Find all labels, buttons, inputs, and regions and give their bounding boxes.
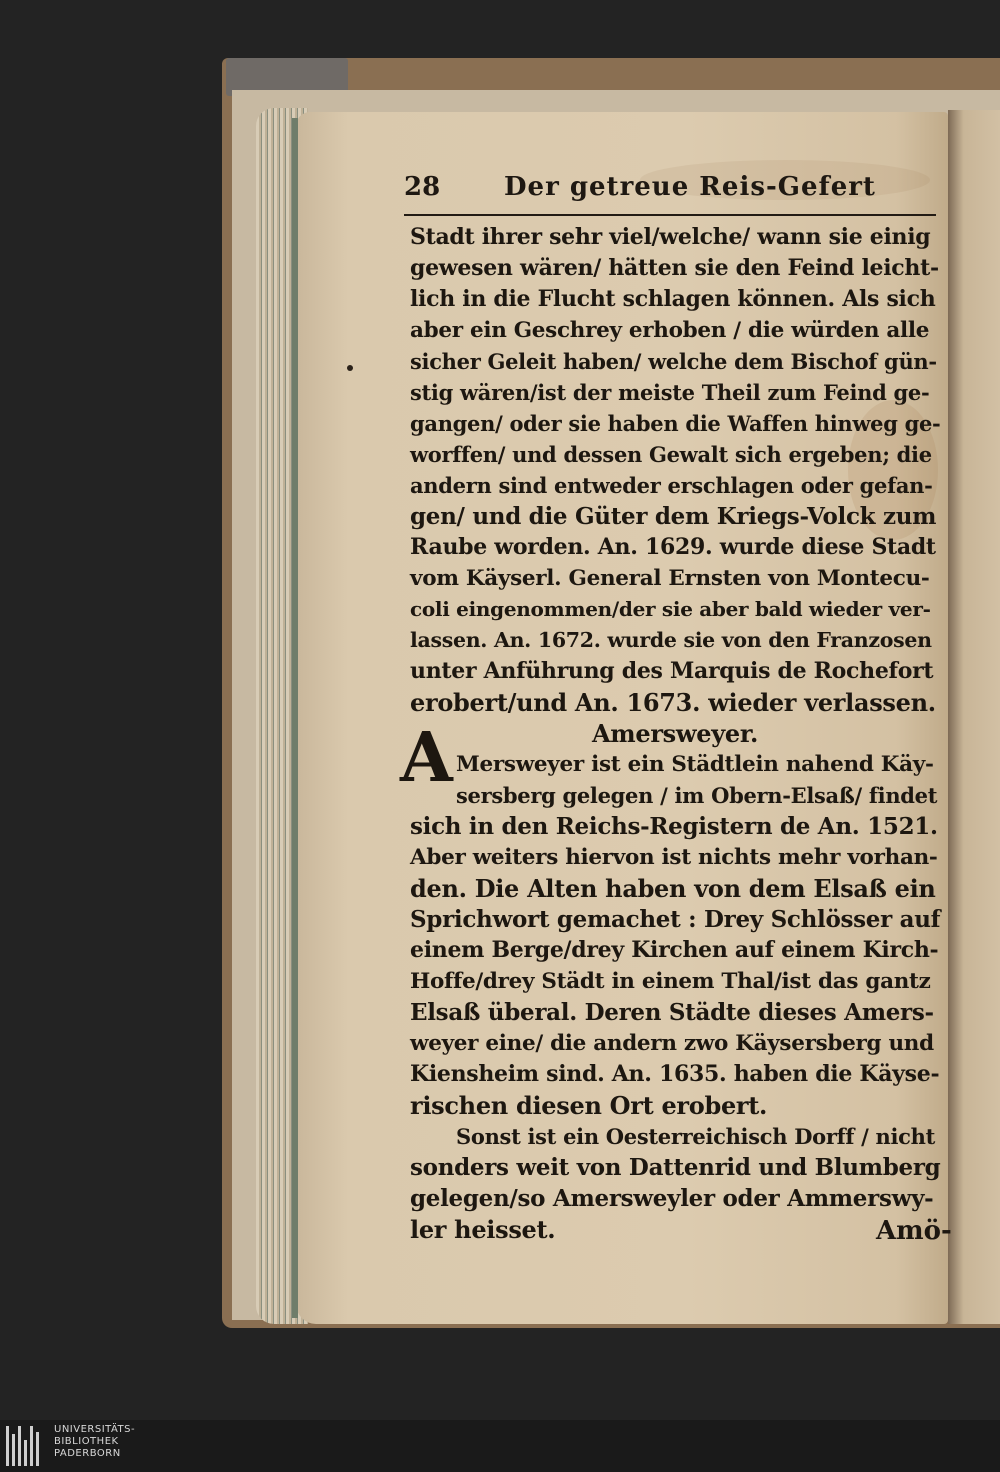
text-line: gangen/ oder sie haben die Waffen hinweg ge-: [410, 411, 941, 436]
text-line: ler heisset.: [410, 1215, 556, 1244]
text-line: gen/ und die Güter dem Kriegs-Volck zum: [410, 503, 937, 530]
text-line: einem Berge/drey Kirchen auf einem Kirch-: [410, 937, 939, 963]
text-line: Sprichwort gemachet : Drey Schlösser auf: [410, 906, 941, 933]
text-line: lassen. An. 1672. wurde sie von den Franzosen: [410, 628, 932, 652]
text-line: Stadt ihrer sehr viel/welche/ wann sie einig: [410, 224, 931, 250]
library-footer: [0, 1420, 1000, 1472]
text-line: vom Käyserl. General Ernsten von Montecu-: [410, 566, 930, 591]
library-name: [54, 1424, 135, 1460]
catchword: Amö-: [876, 1216, 952, 1246]
running-header: [404, 170, 934, 210]
text-line: weyer eine/ die andern zwo Käysersberg und: [410, 1031, 934, 1056]
text-line: Aber weiters hiervon ist nichts mehr vorhan-: [410, 845, 938, 870]
text-line: lich in die Flucht schlagen können. Als sich: [410, 286, 936, 312]
text-line: Sonst ist ein Oesterreichisch Dorff / nicht: [456, 1124, 935, 1149]
text-line: gelegen/so Amersweyler oder Ammerswy-: [410, 1185, 934, 1212]
text-line: sersberg gelegen / im Obern-Elsaß/ findet: [456, 783, 938, 808]
text-line: coli eingenommen/der sie aber bald wieder ver-: [410, 597, 931, 621]
drop-cap: A: [400, 718, 453, 798]
running-title: Der getreue Reis-Gefert: [504, 172, 876, 202]
text-line: Raube worden. An. 1629. wurde diese Stadt: [410, 534, 936, 560]
text-line: erobert/und An. 1673. wieder verlassen.: [410, 688, 936, 717]
text-line: sich in den Reichs-Registern de An. 1521.: [410, 813, 938, 840]
text-body: [410, 222, 940, 1245]
margin-mark: [347, 365, 353, 371]
text-line: Hoffe/drey Städt in einem Thal/ist das gantz: [410, 969, 931, 994]
library-name-line: UNIVERSITÄTS-: [54, 1424, 136, 1435]
header-rule: [404, 214, 936, 216]
text-line: rischen diesen Ort erobert.: [410, 1091, 768, 1120]
text-line: Mersweyer ist ein Städtlein nahend Käy-: [456, 752, 934, 777]
text-line: aber ein Geschrey erhoben / die würden alle: [410, 318, 930, 343]
library-name-line: BIBLIOTHEK: [54, 1436, 119, 1447]
text-line: gewesen wären/ hätten sie den Feind leicht-: [410, 255, 939, 281]
text-line: sonders weit von Dattenrid und Blumberg: [410, 1154, 941, 1181]
page-edge-line: [292, 118, 298, 1318]
text-line: unter Anführung des Marquis de Rochefort: [410, 658, 934, 684]
text-line: worffen/ und dessen Gewalt sich ergeben; die: [410, 442, 932, 467]
text-line: Kiensheim sind. An. 1635. haben die Käyse-: [410, 1061, 940, 1087]
text-line: den. Die Alten haben von dem Elsaß ein: [410, 874, 936, 903]
text-line: stig wären/ist der meiste Theil zum Feind ge-: [410, 380, 930, 405]
library-name-line: PADERBORN: [54, 1448, 121, 1459]
text-line: andern sind entweder erschlagen oder gefan-: [410, 473, 933, 498]
section-heading: Amersweyer.: [591, 719, 759, 748]
facing-page-edge: [948, 110, 1000, 1324]
library-logo-icon: [6, 1426, 46, 1466]
text-line: Elsaß überal. Deren Städte dieses Amers-: [410, 999, 934, 1026]
page-number: 28: [404, 172, 441, 202]
text-line: sicher Geleit haben/ welche dem Bischof gün-: [410, 349, 937, 374]
